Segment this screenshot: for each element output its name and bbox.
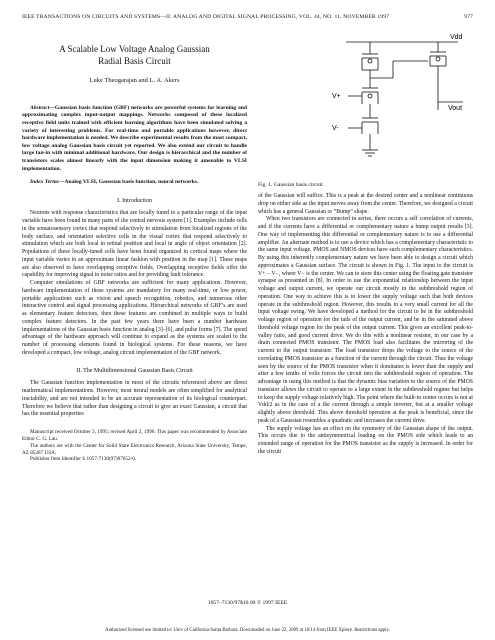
running-header bbox=[22, 14, 473, 20]
license-notice: Authorized licensed use limited to: Univ of California-Santa Barbara. Downloaded on June 22, 2009 at 18:14 from IEEE Xplore. Restrictions apply. bbox=[105, 628, 390, 633]
title-line-1: A Scalable Low Voltage Analog Gaussian bbox=[59, 44, 210, 54]
footnote: Manuscript received October 3, 1995; revised April 2, 1996. This paper was recommended by Associate Editor C. G. Lau. bbox=[22, 429, 247, 442]
keywords-label: Index Terms— bbox=[30, 179, 65, 186]
abstract bbox=[22, 105, 247, 173]
circuit-diagram bbox=[258, 30, 473, 180]
page-number: 977 bbox=[464, 14, 473, 20]
section-heading-gbc: II. The Multidimensional Gaussian Basis Circuit bbox=[76, 367, 193, 374]
paragraph: of the Gaussian will suffice. This is a peak at the desired center and a nonlinear continuous drop on either side as the input moves away from the center. Therefore, we designed a circuit which has a general Gaussian or “Bump” shape. bbox=[258, 193, 473, 215]
index-terms bbox=[22, 179, 247, 187]
keywords-text: Analog VLSI, Gaussian basis function, neural networks. bbox=[64, 179, 199, 186]
footnotes bbox=[22, 429, 247, 463]
journal-header: IEEE TRANSACTIONS ON CIRCUITS AND SYSTEMS—II: ANALOG AND DIGITAL SIGNAL PROCESSING, VOL. 44, NO. 11, NOVEMBER 1997 bbox=[22, 14, 390, 20]
paragraph: Neurons with response characteristics that are locally tuned to a particular range of the input variable have been found in many parts of the central nervous system [1]. Examples include cells in the somatosensory cortex that respond selectively to stimulation from localized regions of the body surface, and orientation selective cells in the visual cortex that respond selectively to stimulation which are both local in retinal position and local in angle of object orientation [2]. Populations of these locally-tuned cells have been found organized in cortical maps where the input variable varies in an approximate linear fashion with position in the map [1]. These maps are also observed to have overlapping receptive fields. Overlapping receptive fields offer the capability for improving signal to noise ratios and for providing fault tolerance. bbox=[22, 210, 247, 279]
abstract-text: Gaussian basis function (GBF) networks are powerful systems for learning and approximating complex input-output mappings. Networks composed of these localized receptive field units trained with efficient learning algorithms have been simulated solving a variety of interesting problems. For real-time and portable applications however, direct hardware implementation is needed. We describe experimental results from the most compact, low voltage analog Gaussian basis circuit yet reported. We also extend our circuit to handle large fan-in with minimal additional hardware. Our design is hierarchical and the number of transistors scales almost linearly with the input dimension making it amenable to VLSI implementation. bbox=[22, 104, 248, 172]
abstract-label: Abstract— bbox=[30, 104, 55, 111]
vminus-label: V- bbox=[332, 125, 339, 132]
paragraph: The supply voltage has an effect on the symmetry of the Gaussian shape of the output. This occurs due to the antisymmetrical loading on the PMOS side which leads to an extended range of operation for the PMOS transistor as the supply is increased. In order for the circuit bbox=[258, 425, 473, 455]
paper-title bbox=[22, 44, 247, 67]
figure-caption: Fig. 1. Gaussian basis circuit. bbox=[258, 182, 325, 188]
paragraph: Computer simulations of GBF networks are sufficient for many applications. However, hardware implementation of these systems are mandatory for many real-time, or low power, portable applications such as vision and speech recognition, robotics, and numerous other interactive control and signal processing applications. Hierarchical networks of GBF’s are used as elementary feature detectors, then these features are combined in multiple ways to build complex feature detectors. In the past few years there have been a number hardware implementations of the Gaussian basis function in analog [3]–[6], and pulse forms [7]. The speed advantage of the hardware approach will continue to expand as the systems are scaled to the number of processing elements found in biological systems. For these reasons, we have developed a compact, low voltage, analog circuit implementation of the GBF network. bbox=[22, 280, 247, 356]
vdd-label: Vdd bbox=[450, 34, 463, 41]
left-column bbox=[22, 44, 247, 463]
right-column bbox=[258, 193, 473, 457]
footnote: Publisher Item Identifier S 1057-7130(97)07652-0. bbox=[30, 456, 137, 463]
vplus-label: V+ bbox=[332, 93, 341, 100]
title-line-2: Radial Basis Circuit bbox=[98, 55, 171, 66]
copyright-line: 1057–7130/97$10.00 © 1997 IEEE bbox=[207, 600, 288, 606]
paragraph: The Gaussian function implementation in most of the circuits referenced above are direct mathematical implementations. However, most neural models are often simplified for analytical tractability, and are not intended to be an accurate representation of its biological counterpart. Therefore we believe that rather than designing a circuit to give an exact Gaussian, a circuit that has the essential properties bbox=[22, 380, 247, 418]
authors: Luke Theogarajan and L. A. Akers bbox=[89, 77, 180, 84]
section-heading-intro: I. Introduction bbox=[117, 197, 152, 204]
vout-label: Vout bbox=[448, 105, 463, 112]
paragraph: When two transistors are connected in series, there occurs a self correlation of currents, and if the currents have a differential or complementary nature a bump output results [3]. One way of implementing this differential or complementary nature is to use a differential amplifier. An alternate method is to use a device which has a complementary characteristic to the same input voltage. PMOS and NMOS devices have such complementary characteristics. By using this inherently complementary nature we have been able to design a circuit which approximates a Gaussian surface. The circuit is shown in Fig. 1. The input to the circuit is V+ − V−, where V− is the center. We can to store this center using the floating gate transistor synapse as presented in [8]. In order to use the exponential relationship between the input voltage and output current, we operate our circuit mostly in the subthreshold region of operation. One way to achieve this is to lower the supply voltage such that both devices operate in the subthreshold region. However, this results in a very small current for all the input voltage swing. We have developed a method for the circuit to be in the subthreshold voltage region of operation for the tails of the output current, and be in the saturated above threshold voltage region for the peak of the output current. This gives an excellent peak-to-valley ratio, and good current drive. We do this with a nonlinear resistor, in our case by a drain connected PMOS transistor. The PMOS load also facilitates the mirroring of the current to the output transistor. The load transistor drops the voltage to the source of the correlating PMOS transistor as a function of the current through the circuit. Thus the voltage seen by the source of the PMOS transistor when it dominates is lower than the supply and after a few tenths of volts forces the circuit into the subthreshold region of operation. The advantage in using this method is that the dynamic bias variation to the source of the PMOS transistor allows the circuit to operate to a large extent in the subthreshold regime but helps to keep the supply voltage relatively high. The point where the built-in center occurs is not at Vdd/2 as in the case of a the current through a simple inverter, but at a smaller voltage slightly above threshold. This above threshold operation at the peak is beneficial, since the peak of a Gaussian resembles a quadratic and increases the current drive. bbox=[258, 216, 473, 424]
footnote: The authors are with the Center for Solid State Electronics Research, Arizona State University, Tempe, AZ 85287 USA. bbox=[22, 442, 247, 456]
